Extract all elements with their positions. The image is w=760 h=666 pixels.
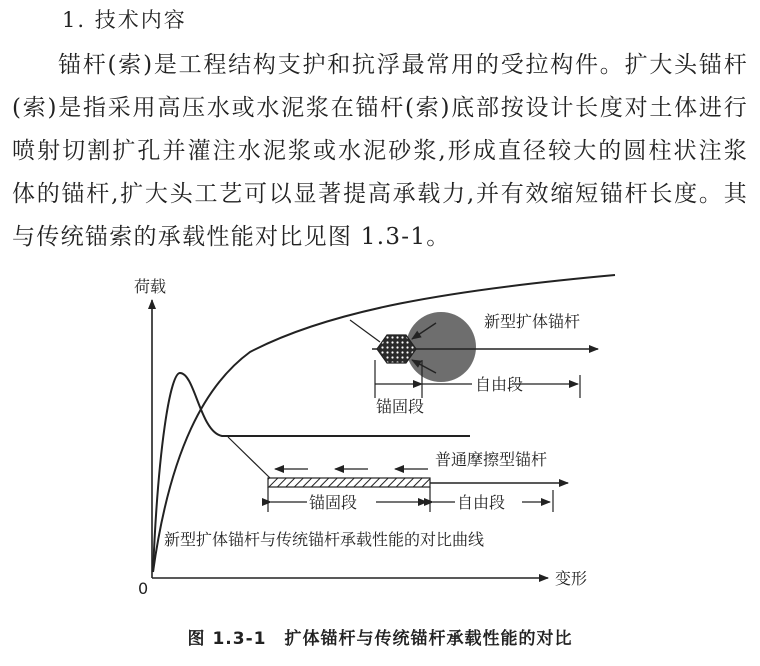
x-axis-label: 变形 [555,569,588,588]
friction-leader [228,437,270,478]
new-anchor-label: 新型扩体锚杆 [484,312,581,331]
anchor-section-label: 锚固段 [376,397,425,416]
free-section-label: 自由段 [475,375,524,394]
section-heading: 1. 技术内容 [62,8,187,32]
y-axis-label: 荷载 [134,277,167,296]
friction-grout-body [268,478,430,487]
figure-inner-caption: 新型扩体锚杆与传统锚杆承载性能的对比曲线 [164,530,485,549]
figure-caption: 图 1.3-1 扩体锚杆与传统锚杆承载性能的对比 [187,629,573,649]
friction-anchor-section-label: 锚固段 [309,493,358,512]
friction-free-section-label: 自由段 [457,493,506,512]
origin-label: 0 [138,579,149,598]
body-paragraph: 锚杆(索)是工程结构支护和抗浮最常用的受拉构件。扩大头锚杆(索)是指采用高压水或水泥浆在锚杆(索)底部按设计长度对土体进行喷射切割扩孔并灌注水泥浆或水泥砂浆,形成直径较大的圆柱状注浆体的锚杆,扩大头工艺可以显著提高承载力,并有效缩短锚杆长度。其与传统锚索的承载性能对比见图 1.3-1。 [12,52,748,250]
friction-anchor-label: 普通摩擦型锚杆 [435,450,548,469]
leader-line [350,320,380,342]
expanded-head-bulb [406,312,476,382]
